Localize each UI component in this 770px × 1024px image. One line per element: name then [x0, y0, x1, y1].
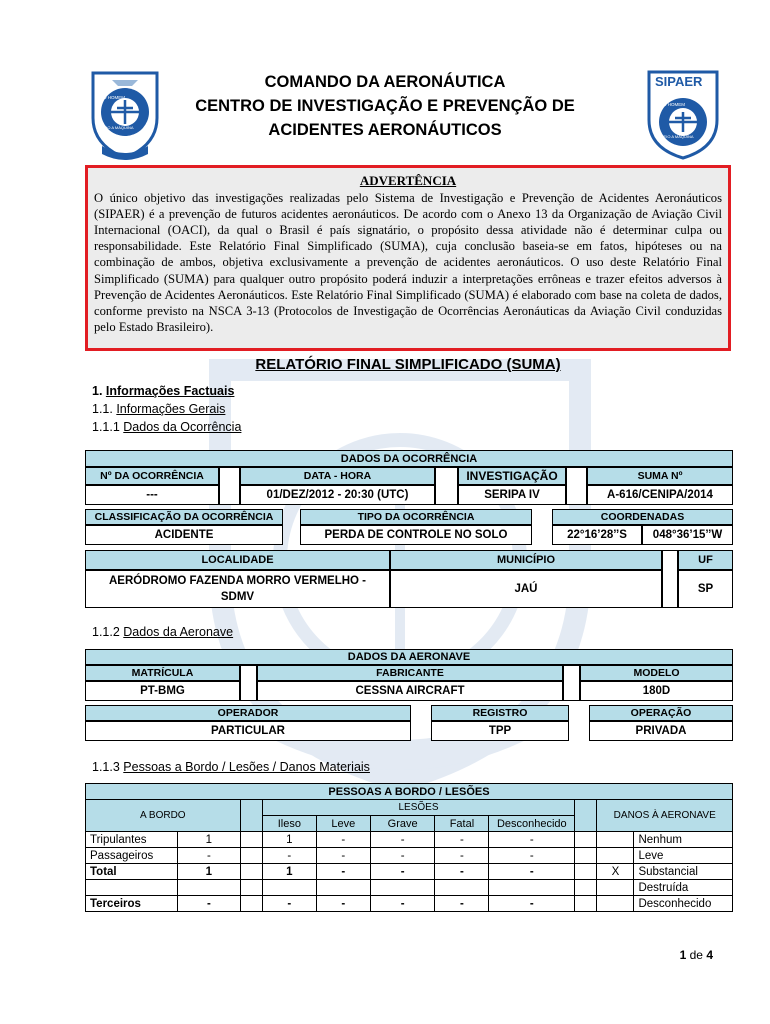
row-damage-mark — [597, 832, 634, 848]
manufacturer-value: CESSNA AIRCRAFT — [257, 681, 563, 701]
row-spacer — [240, 880, 262, 896]
classification-label: CLASSIFICAÇÃO DA OCORRÊNCIA — [85, 509, 283, 525]
section-1-1-1-heading — [92, 420, 241, 434]
operator-label: OPERADOR — [85, 705, 411, 721]
col-leve: Leve — [316, 816, 370, 832]
row-grave: - — [370, 864, 435, 880]
section-1-1-2-heading — [92, 625, 233, 639]
warning-title: ADVERTÊNCIA — [359, 173, 457, 188]
row-damage-spacer — [575, 864, 597, 880]
row-fatal: - — [435, 864, 489, 880]
row-count: 1 — [178, 832, 240, 848]
row-damage-label: Nenhum — [634, 832, 733, 848]
section-1-1-2-number: 1.1.2 — [92, 625, 124, 639]
state-label: UF — [678, 550, 733, 570]
aircraft-title: DADOS DA AERONAVE — [85, 649, 733, 665]
row-desconhecido: - — [489, 864, 575, 880]
persons-title: PESSOAS A BORDO / LESÕES — [86, 784, 733, 800]
cenipa-logo-motto-bottom: O MEIO A MÁQUINA — [96, 125, 134, 130]
sipaer-logo-motto-bottom: O MEIO A MÁQUINA — [656, 134, 694, 139]
occurrence-date-label: DATA - HORA — [240, 467, 435, 485]
section-1-1-heading — [92, 402, 225, 416]
row-damage-mark — [597, 880, 634, 896]
row-grave: - — [370, 832, 435, 848]
row-count: - — [178, 896, 240, 912]
table-row — [86, 896, 733, 912]
row-desconhecido: - — [489, 832, 575, 848]
report-title: RELATÓRIO FINAL SIMPLIFICADO (SUMA) — [255, 356, 561, 373]
row-damage-label: Desconhecido — [634, 896, 733, 912]
row-damage-label: Substancial — [634, 864, 733, 880]
section-1-1-3-heading — [92, 760, 370, 774]
header-line-2: CENTRO DE INVESTIGAÇÃO E PREVENÇÃO DE — [195, 97, 575, 115]
table-row — [86, 848, 733, 864]
section-1-1-number: 1.1. — [92, 402, 117, 416]
row-ileso: 1 — [262, 864, 316, 880]
persons-spacer-header — [240, 800, 262, 832]
row-grave: - — [370, 896, 435, 912]
table-row — [86, 864, 733, 880]
table-row — [86, 832, 733, 848]
registry-category-label: REGISTRO — [431, 705, 569, 721]
row-leve: - — [316, 896, 370, 912]
row-label: Total — [86, 864, 178, 880]
sipaer-logo-motto-top: O HOMEM — [663, 102, 685, 107]
injuries-header: LESÕES — [262, 800, 574, 816]
row-grave — [370, 880, 435, 896]
page-current: 1 — [679, 948, 687, 962]
model-value: 180D — [580, 681, 733, 701]
row-damage-spacer — [575, 896, 597, 912]
row-spacer — [240, 848, 262, 864]
occurrence-investigation-value: SERIPA IV — [458, 485, 566, 505]
occurrence-spacer-2 — [435, 467, 458, 505]
header-line-3: ACIDENTES AERONÁUTICOS — [268, 121, 502, 139]
occurrence-type-value: PERDA DE CONTROLE NO SOLO — [300, 525, 532, 545]
occurrence-suma-value: A-616/CENIPA/2014 — [587, 485, 733, 505]
section-1-heading — [92, 384, 234, 398]
row-desconhecido: - — [489, 848, 575, 864]
row-label: Tripulantes — [86, 832, 178, 848]
row-leve: - — [316, 832, 370, 848]
row-fatal: - — [435, 848, 489, 864]
municipality-spacer — [662, 550, 678, 608]
cenipa-logo-label: CENIPA — [107, 141, 133, 148]
registry-category-value: TPP — [431, 721, 569, 741]
row-damage-mark — [597, 896, 634, 912]
row-label: Terceiros — [86, 896, 178, 912]
section-1-1-label: Informações Gerais — [116, 402, 226, 416]
document-header — [160, 70, 610, 142]
coordinates-label: COORDENADAS — [552, 509, 733, 525]
row-spacer — [240, 896, 262, 912]
longitude-value: 048°36’15’’W — [642, 525, 733, 545]
operation-label: OPERAÇÃO — [589, 705, 733, 721]
municipality-value: JAÚ — [390, 570, 662, 608]
row-count: 1 — [178, 864, 240, 880]
col-ileso: Ileso — [262, 816, 316, 832]
row-spacer — [240, 864, 262, 880]
occurrence-spacer-3 — [566, 467, 587, 505]
occurrence-title: DADOS DA OCORRÊNCIA — [85, 450, 733, 467]
row-damage-spacer — [575, 848, 597, 864]
cenipa-logo-motto-top: O HOMEM — [103, 95, 125, 100]
page-total: 4 — [706, 948, 713, 962]
manufacturer-label: FABRICANTE — [257, 665, 563, 681]
occurrence-date-value: 01/DEZ/2012 - 20:30 (UTC) — [240, 485, 435, 505]
aircraft-spacer-1 — [240, 665, 257, 701]
row-fatal: - — [435, 896, 489, 912]
section-1-number: 1. — [92, 384, 106, 398]
persons-injuries-table — [85, 783, 733, 912]
row-count: - — [178, 848, 240, 864]
section-1-label: Informações Factuais — [105, 384, 235, 398]
model-label: MODELO — [580, 665, 733, 681]
row-desconhecido: - — [489, 896, 575, 912]
row-leve: - — [316, 848, 370, 864]
row-desconhecido — [489, 880, 575, 896]
col-desconhecido: Desconhecido — [489, 816, 575, 832]
row-grave: - — [370, 848, 435, 864]
section-1-1-3-label: Pessoas a Bordo / Lesões / Danos Materiais — [123, 760, 370, 774]
row-spacer — [240, 832, 262, 848]
registration-mark-value: PT-BMG — [85, 681, 240, 701]
row-leve: - — [316, 864, 370, 880]
page-number — [680, 948, 713, 962]
on-board-header: A BORDO — [86, 800, 241, 832]
row-leve — [316, 880, 370, 896]
damage-spacer-header — [575, 800, 597, 832]
state-value: SP — [678, 570, 733, 608]
row-fatal — [435, 880, 489, 896]
occurrence-spacer-1 — [219, 467, 240, 505]
warning-box — [85, 165, 731, 351]
page-separator: de — [686, 948, 707, 962]
section-1-1-3-number: 1.1.3 — [92, 760, 124, 774]
row-ileso: - — [262, 848, 316, 864]
row-label — [86, 880, 178, 896]
aircraft-spacer-2 — [563, 665, 580, 701]
classification-value: ACIDENTE — [85, 525, 283, 545]
location-value: AERÓDROMO FAZENDA MORRO VERMELHO - SDMV — [85, 570, 390, 608]
municipality-label: MUNICÍPIO — [390, 550, 662, 570]
row-fatal: - — [435, 832, 489, 848]
section-1-1-2-label: Dados da Aeronave — [123, 625, 234, 639]
row-count — [178, 880, 240, 896]
col-grave: Grave — [370, 816, 435, 832]
location-label: LOCALIDADE — [85, 550, 390, 570]
aircraft-damage-header: DANOS À AERONAVE — [597, 800, 733, 832]
table-row — [86, 880, 733, 896]
operation-value: PRIVADA — [589, 721, 733, 741]
row-damage-label: Destruída — [634, 880, 733, 896]
registration-mark-label: MATRÍCULA — [85, 665, 240, 681]
row-label: Passageiros — [86, 848, 178, 864]
row-damage-spacer — [575, 880, 597, 896]
occurrence-number-label: Nº DA OCORRÊNCIA — [85, 467, 219, 485]
occurrence-number-value: --- — [85, 485, 219, 505]
row-damage-mark: X — [597, 864, 634, 880]
row-ileso — [262, 880, 316, 896]
row-damage-mark — [597, 848, 634, 864]
row-ileso: 1 — [262, 832, 316, 848]
row-ileso: - — [262, 896, 316, 912]
warning-text: O único objetivo das investigações realizadas pelo Sistema de Investigação e Prevenção de Acidentes Aeronáuticos (SIPAER) é a prevenção de futuros acidentes aeronáuticos. De acordo com o Anexo 13 da Organização de Aviação Civil Internacional (OACI), da qual o Brasil é país signatário, o propósito dessa atividade não é determinar culpa ou responsabilidade. Este Relatório Final Simplificado (SUMA), cuja conclusão baseia-se em fatos, hipóteses ou na combinação de ambos, objetiva exclusivamente a prevenção de acidentes aeronáuticos. O uso deste Relatório Final Simplificado (SUMA) para qualquer outro propósito poderá induzir a interpretações errôneas e trazer efeitos adversos à Prevenção de Acidentes Aeronáuticos. Este Relatório Final Simplificado (SUMA) é elaborado com base na coleta de dados, conforme previsto na NSCA 3-13 (Protocolos de Investigação de Ocorrências Aeronáuticas da Aviação Civil conduzidas pelo Estado Brasileiro). — [94, 191, 722, 334]
header-line-1: COMANDO DA AERONÁUTICA — [264, 73, 506, 91]
sipaer-logo-label: SIPAER — [655, 74, 703, 89]
occurrence-suma-label: SUMA Nº — [587, 467, 733, 485]
row-damage-spacer — [575, 832, 597, 848]
occurrence-investigation-label: INVESTIGAÇÃO — [458, 467, 566, 485]
latitude-value: 22°16’28’’S — [552, 525, 642, 545]
occurrence-type-label: TIPO DA OCORRÊNCIA — [300, 509, 532, 525]
operator-value: PARTICULAR — [85, 721, 411, 741]
section-1-1-1-label: Dados da Ocorrência — [123, 420, 242, 434]
col-fatal: Fatal — [435, 816, 489, 832]
section-1-1-1-number: 1.1.1 — [92, 420, 124, 434]
row-damage-label: Leve — [634, 848, 733, 864]
